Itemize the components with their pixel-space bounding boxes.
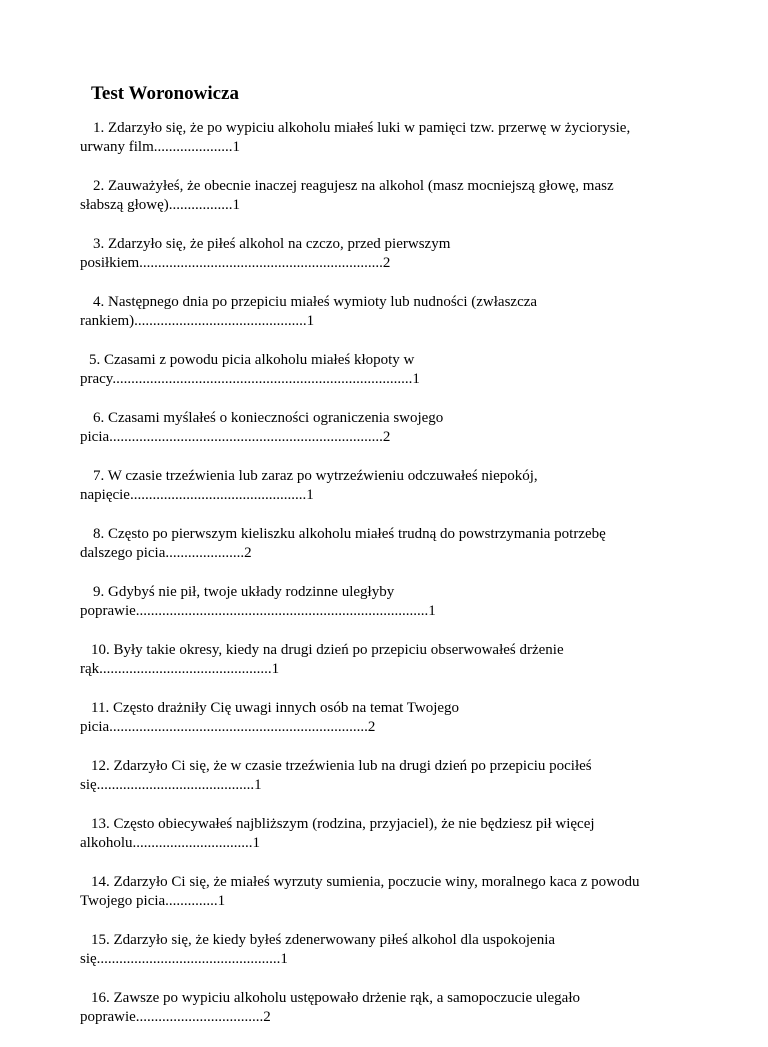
question-text: 1. Zdarzyło się, że po wypiciu alkoholu miałeś luki w pamięci tzw. przerwę w życiorysie, [93, 120, 631, 136]
question-item-3 [80, 235, 680, 273]
question-text-continued: pracy................................................................................1 [80, 371, 420, 387]
question-text: 9. Gdybyś nie pił, twoje układy rodzinne uległyby [93, 584, 395, 600]
question-text: 2. Zauważyłeś, że obecnie inaczej reagujesz na alkohol (masz mocniejszą głowę, masz [93, 178, 614, 194]
question-text: 12. Zdarzyło Ci się, że w czasie trzeźwienia lub na drugi dzień po przepiciu pociłeś [91, 758, 592, 774]
question-item-8 [80, 525, 680, 563]
question-item-13 [80, 815, 680, 853]
question-item-12 [80, 757, 680, 795]
question-text-continued: rąk..............................................1 [80, 661, 280, 677]
question-item-2 [80, 177, 680, 215]
question-text: 3. Zdarzyło się, że piłeś alkohol na czczo, przed pierwszym [93, 236, 451, 252]
question-text: 10. Były takie okresy, kiedy na drugi dzień po przepiciu obserwowałeś drżenie [91, 642, 564, 658]
question-item-14 [80, 873, 680, 911]
question-item-16 [80, 989, 680, 1027]
question-text: 7. W czasie trzeźwienia lub zaraz po wytrzeźwieniu odczuwałeś niepokój, [93, 468, 538, 484]
question-text: 14. Zdarzyło Ci się, że miałeś wyrzuty sumienia, poczucie winy, moralnego kaca z powodu [91, 874, 640, 890]
question-text: 13. Często obiecywałeś najbliższym (rodzina, przyjaciel), że nie będziesz pił więcej [91, 816, 595, 832]
question-item-11 [80, 699, 680, 737]
question-text: 16. Zawsze po wypiciu alkoholu ustępowało drżenie rąk, a samopoczucie ulegało [91, 990, 581, 1006]
question-text-continued: rankiem)..............................................1 [80, 313, 315, 329]
question-text-continued: poprawie..............................................................................1 [80, 603, 436, 619]
question-item-4 [80, 293, 680, 331]
question-item-9 [80, 583, 680, 621]
question-text: 5. Czasami z powodu picia alkoholu miałeś kłopoty w [89, 352, 415, 368]
question-text: 8. Często po pierwszym kieliszku alkoholu miałeś trudną do powstrzymania potrzebę [93, 526, 606, 542]
question-text: 15. Zdarzyło się, że kiedy byłeś zdenerwowany piłeś alkohol dla uspokojenia [91, 932, 556, 948]
question-item-5 [80, 351, 680, 389]
question-text-continued: słabszą głowę).................1 [80, 197, 240, 213]
question-text-continued: alkoholu................................1 [80, 835, 260, 851]
question-text-continued: napięcie...............................................1 [80, 487, 314, 503]
question-text: 4. Następnego dnia po przepiciu miałeś wymioty lub nudności (zwłaszcza [93, 294, 538, 310]
question-item-10 [80, 641, 680, 679]
question-text-continued: się..........................................1 [80, 777, 262, 793]
question-text-continued: Twojego picia..............1 [80, 893, 226, 909]
question-text-continued: dalszego picia.....................2 [80, 545, 252, 561]
question-text-continued: poprawie..................................2 [80, 1009, 271, 1025]
question-text-continued: urwany film.....................1 [80, 139, 240, 155]
question-item-7 [80, 467, 680, 505]
question-item-6 [80, 409, 680, 447]
question-item-1 [80, 119, 680, 157]
question-text: 6. Czasami myślałeś o konieczności ograniczenia swojego [93, 410, 444, 426]
question-item-15 [80, 931, 680, 969]
question-text-continued: picia.....................................................................2 [80, 719, 376, 735]
question-text-continued: się.................................................1 [80, 951, 288, 967]
question-text-continued: posiłkiem.................................................................2 [80, 255, 391, 271]
question-text-continued: picia.........................................................................2 [80, 429, 391, 445]
question-list [80, 119, 680, 1047]
document-title: Test Woronowicza [91, 83, 239, 104]
question-text: 11. Często drażniły Cię uwagi innych osób na temat Twojego [91, 700, 460, 716]
